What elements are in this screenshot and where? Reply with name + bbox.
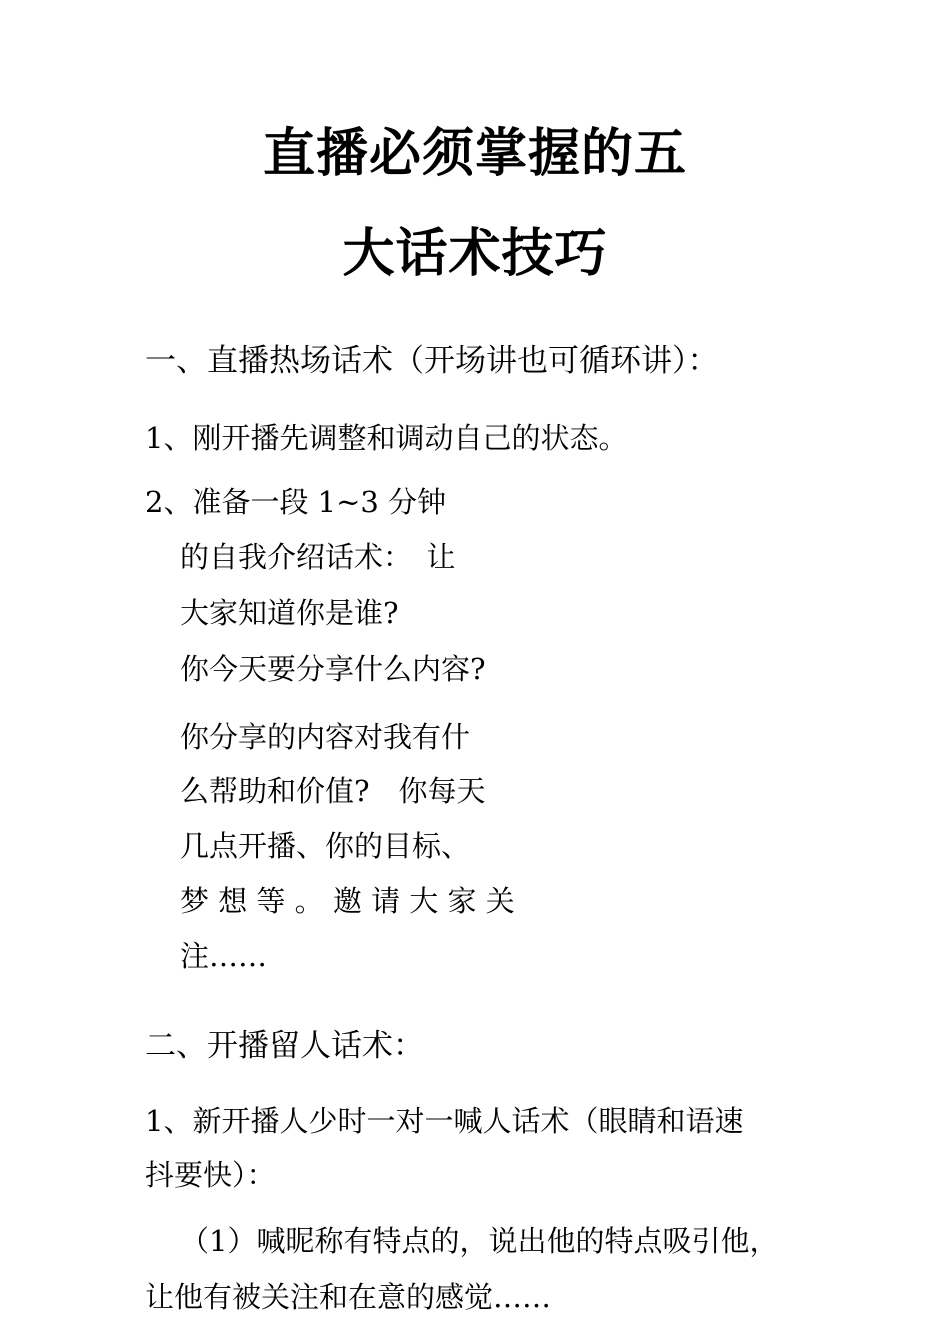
document-title-line-2: 大话术技巧 [342, 224, 608, 284]
section-1-item-1: 1、刚开播先调整和调动自己的状态。 [145, 421, 628, 455]
section-1-item-2-line-3: 大家知道你是谁? [180, 596, 399, 630]
document-title-line-1: 直播必须掌握的五 [262, 124, 687, 184]
section-1-item-2-line-1: 2、准备一段 1~3 分钟 [145, 485, 447, 519]
section-1-item-2-line-6: 么帮助和价值? 你每天 [180, 774, 486, 808]
section-2-sub-1-line-1: （1）喊昵称有特点的，说出他的特点吸引他， [180, 1224, 779, 1258]
section-1-heading: 一、直播热场话术（开场讲也可循环讲）： [145, 343, 719, 379]
section-2-heading: 二、开播留人话术： [145, 1028, 424, 1064]
section-1-item-2-line-2: 的自我介绍话术： 让 [180, 540, 456, 574]
section-1-item-2-line-7: 几点开播、你的目标、 [180, 829, 471, 863]
section-2-item-1-line-2: 抖要快）： [145, 1158, 276, 1192]
section-2-sub-1-line-2: 让他有被关注和在意的感觉…… [145, 1280, 552, 1314]
section-2-item-1-line-1: 1、新开播人少时一对一喊人话术（眼睛和语速 [145, 1104, 744, 1138]
section-1-item-2-line-8: 梦 想 等 。 邀 请 大 家 关 [180, 884, 515, 918]
section-1-item-2-line-5: 你分享的内容对我有什 [180, 720, 471, 754]
section-1-item-2-line-4: 你今天要分享什么内容? [180, 652, 486, 686]
section-1-item-2-line-9: 注…… [180, 939, 268, 973]
